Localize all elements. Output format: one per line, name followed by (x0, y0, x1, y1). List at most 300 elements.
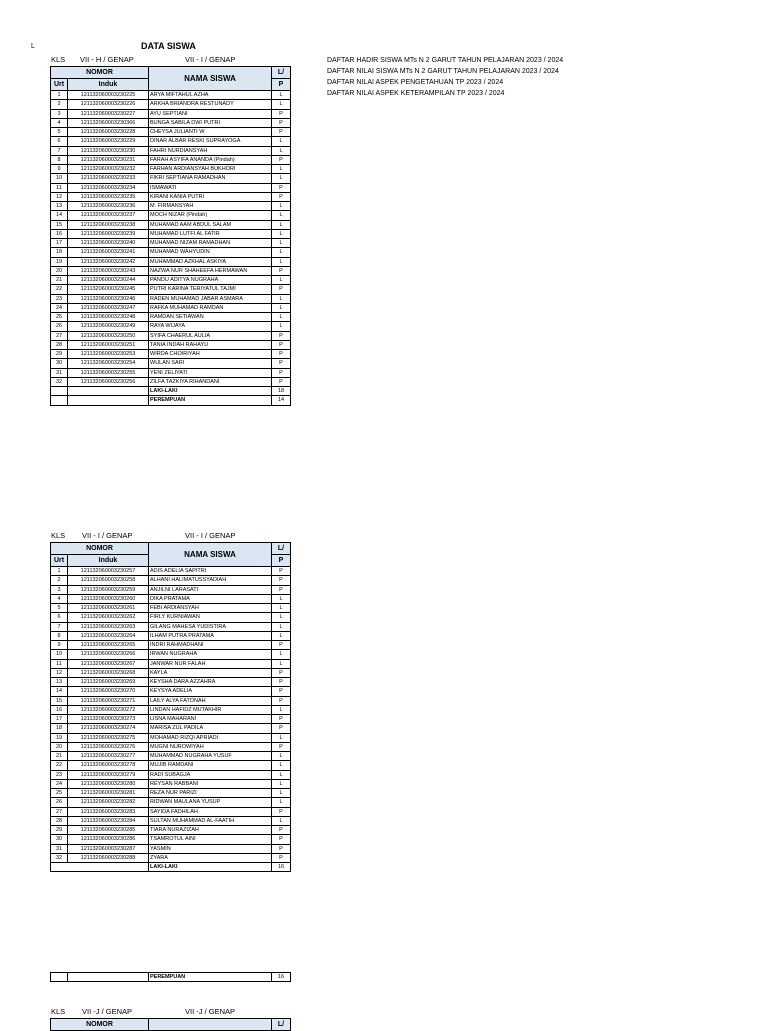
nomor-header: NOMOR (51, 543, 149, 555)
urt-cell: 26 (51, 322, 68, 331)
student-name-cell: ZILFA TAZKIYA RIHANDANI (149, 377, 272, 386)
gender-cell: L (272, 816, 291, 825)
lp-header-bottom: P (272, 555, 291, 567)
induk-cell: 121132060003230248 (68, 313, 149, 322)
gender-cell: P (272, 377, 291, 386)
urt-cell: 27 (51, 331, 68, 340)
gender-cell: L (272, 229, 291, 238)
gender-cell: L (272, 220, 291, 229)
induk-cell: 121132060003230257 (68, 567, 149, 576)
table-row (51, 137, 291, 146)
student-name-cell: INDRI RAHMADHANI (149, 641, 272, 650)
student-name-cell: MARISA ZUL PADILA (149, 724, 272, 733)
induk-cell: 121132060003230233 (68, 174, 149, 183)
table-row (51, 155, 291, 164)
induk-cell: 121132060003230284 (68, 816, 149, 825)
gender-cell: L (272, 659, 291, 668)
kls-label-1: KLS (51, 55, 66, 64)
induk-cell: 121132060003230236 (68, 202, 149, 211)
table-row (51, 202, 291, 211)
urt-cell: 30 (51, 359, 68, 368)
student-name-cell: FIRLY KURNIAWAN (149, 613, 272, 622)
gender-cell: L (272, 733, 291, 742)
urt-header: Urt (51, 79, 68, 91)
student-name-cell: KAYLA (149, 668, 272, 677)
gender-cell: L (272, 146, 291, 155)
table-row (51, 192, 291, 201)
table-row (51, 567, 291, 576)
urt-cell: 11 (51, 659, 68, 668)
gender-cell: L (272, 91, 291, 100)
urt-cell: 21 (51, 752, 68, 761)
urt-cell: 11 (51, 183, 68, 192)
gender-cell: P (272, 266, 291, 275)
induk-cell: 121132060003230227 (68, 109, 149, 118)
urt-cell: 14 (51, 687, 68, 696)
induk-cell: 121132060003230254 (68, 359, 149, 368)
induk-cell: 121132060003230286 (68, 835, 149, 844)
table-row (51, 724, 291, 733)
student-name-cell: MUHAMMAD AZKHAL ASKIYA (149, 257, 272, 266)
induk-cell: 121132060003230265 (68, 641, 149, 650)
summary-table-2b (50, 972, 291, 982)
gender-cell: L (272, 211, 291, 220)
table-row (51, 183, 291, 192)
urt-cell: 8 (51, 155, 68, 164)
gender-cell: L (272, 313, 291, 322)
table-row (51, 705, 291, 714)
student-name-cell: TSAMROTUL AINI (149, 835, 272, 844)
table-row (51, 844, 291, 853)
urt-cell: 21 (51, 276, 68, 285)
table-row (51, 576, 291, 585)
gender-cell: L (272, 631, 291, 640)
table-row (51, 340, 291, 349)
student-name-cell: IRWAN NUGRAHA (149, 650, 272, 659)
gender-cell: L (272, 303, 291, 312)
table-row (51, 631, 291, 640)
student-name-cell: MUHAMMAD NUGRAHA YUSUF (149, 752, 272, 761)
gender-cell: L (272, 248, 291, 257)
student-name-cell: RAFKA MUHAMAD RAMDAN (149, 303, 272, 312)
gender-cell: P (272, 724, 291, 733)
induk-cell: 121132060003230266 (68, 650, 149, 659)
student-name-cell: JANWAR NUR FALAH (149, 659, 272, 668)
lp-header-top: L/ (272, 1019, 291, 1031)
induk-cell: 121132060003230260 (68, 594, 149, 603)
gender-cell: L (272, 779, 291, 788)
table-row (51, 91, 291, 100)
table-row (51, 377, 291, 386)
table-row (51, 853, 291, 862)
induk-cell: 121132060003230250 (68, 331, 149, 340)
table-row (51, 368, 291, 377)
perempuan-label: PEREMPUAN (149, 973, 272, 982)
urt-cell: 5 (51, 128, 68, 137)
table-row (51, 100, 291, 109)
gender-cell: P (272, 567, 291, 576)
nomor-header: NOMOR (51, 67, 149, 79)
student-name-cell: MUHAMAD WAHYUDIN (149, 248, 272, 257)
induk-cell: 121132060003230287 (68, 844, 149, 853)
class-left-1: VII - H / GENAP (80, 55, 134, 64)
laki-laki-count: 16 (272, 863, 291, 872)
induk-cell: 121132060003230230 (68, 146, 149, 155)
table-row (51, 752, 291, 761)
urt-cell: 28 (51, 340, 68, 349)
urt-cell: 24 (51, 779, 68, 788)
urt-cell: 1 (51, 91, 68, 100)
induk-cell: 121132060003230238 (68, 220, 149, 229)
urt-cell: 23 (51, 294, 68, 303)
gender-cell: P (272, 835, 291, 844)
laki-laki-label: LAKI-LAKI (149, 387, 272, 396)
table-row (51, 798, 291, 807)
kls-label-3: KLS (51, 1007, 66, 1016)
table-row (51, 613, 291, 622)
laki-laki-count: 18 (272, 387, 291, 396)
gender-cell: P (272, 585, 291, 594)
induk-cell: 121132060003230262 (68, 613, 149, 622)
urt-cell: 13 (51, 678, 68, 687)
student-name-cell: MUJIB RAMDANI (149, 761, 272, 770)
student-table-1 (50, 66, 291, 406)
urt-cell: 9 (51, 165, 68, 174)
urt-cell: 5 (51, 604, 68, 613)
table-row (51, 742, 291, 751)
gender-cell: P (272, 826, 291, 835)
urt-cell: 20 (51, 266, 68, 275)
student-name-cell: M. FIRMANSYAH (149, 202, 272, 211)
urt-cell: 6 (51, 137, 68, 146)
induk-cell: 121132060003230261 (68, 604, 149, 613)
student-name-cell: REYSAN RABBANI (149, 779, 272, 788)
urt-cell: 20 (51, 742, 68, 751)
gender-cell: L (272, 174, 291, 183)
gender-cell: L (272, 276, 291, 285)
table-body-2 (51, 567, 291, 863)
student-name-cell: LAILY ALYA FATONAH (149, 696, 272, 705)
table-row (51, 174, 291, 183)
table-row (51, 285, 291, 294)
student-name-cell: WULAN SARI (149, 359, 272, 368)
student-name-cell: BUNGA SABILA DWI PUTRI (149, 118, 272, 127)
summary-2 (51, 863, 291, 872)
urt-cell: 32 (51, 853, 68, 862)
induk-cell: 121132060003230279 (68, 770, 149, 779)
corner-mark: L (31, 43, 35, 50)
gender-cell: P (272, 844, 291, 853)
urt-cell: 12 (51, 192, 68, 201)
induk-cell: 121132060003230259 (68, 585, 149, 594)
perempuan-count: 14 (272, 396, 291, 405)
student-name-cell: FARHAN ARDIANSYAH BUKHORI (149, 165, 272, 174)
table-row (51, 604, 291, 613)
urt-cell: 31 (51, 368, 68, 377)
induk-cell: 121132060003230247 (68, 303, 149, 312)
kls-label-2: KLS (51, 531, 66, 540)
summary-1 (51, 387, 291, 406)
table-row (51, 350, 291, 359)
empty-cell (68, 973, 149, 982)
table-row (51, 257, 291, 266)
urt-cell: 7 (51, 146, 68, 155)
induk-cell: 121132060003230243 (68, 266, 149, 275)
student-name-cell: MUHAMAD AAM ABDUL SALAM (149, 220, 272, 229)
gender-cell: P (272, 155, 291, 164)
induk-cell: 121132060003230275 (68, 733, 149, 742)
gender-cell: L (272, 100, 291, 109)
urt-cell: 16 (51, 229, 68, 238)
student-name-cell: FAHRI NURDIANSYAH (149, 146, 272, 155)
student-name-cell: RAMDAN SETIAWAN (149, 313, 272, 322)
table-row (51, 807, 291, 816)
urt-cell: 31 (51, 844, 68, 853)
student-name-cell: KEYSYA ADELIA (149, 687, 272, 696)
student-name-cell: ALHANI HALIMATUSSYADIAH (149, 576, 272, 585)
urt-cell: 12 (51, 668, 68, 677)
urt-cell: 18 (51, 248, 68, 257)
urt-cell: 32 (51, 377, 68, 386)
induk-cell: 121132060003230268 (68, 668, 149, 677)
gender-cell: L (272, 761, 291, 770)
link-daftar-nilai[interactable]: DAFTAR NILAI SISWA MTs N 2 GARUT TAHUN PELAJARAN 2023 / 2024 (327, 68, 559, 75)
induk-cell: 121132060003230253 (68, 350, 149, 359)
gender-cell: L (272, 752, 291, 761)
student-name-cell: TIARA NURAZIZAH (149, 826, 272, 835)
table-row (51, 165, 291, 174)
student-name-cell: MOHAMAD RIZQI APRIADI (149, 733, 272, 742)
table-row (51, 331, 291, 340)
urt-cell: 19 (51, 257, 68, 266)
empty-cell (51, 863, 149, 872)
lp-header-bottom: P (272, 79, 291, 91)
perempuan-label: PEREMPUAN (149, 396, 272, 405)
table-row (51, 146, 291, 155)
student-name-cell: ARYA MIFTAHUL AZHA (149, 91, 272, 100)
lp-header-top: L/ (272, 543, 291, 555)
gender-cell: P (272, 678, 291, 687)
table-row (51, 622, 291, 631)
empty-cell (68, 396, 149, 405)
urt-cell: 23 (51, 770, 68, 779)
induk-cell: 121132060003230258 (68, 576, 149, 585)
induk-cell: 121132060003230282 (68, 798, 149, 807)
student-name-cell: GILANG MAHESA YUDISTIRA (149, 622, 272, 631)
gender-cell: P (272, 128, 291, 137)
induk-cell: 121132060003230273 (68, 715, 149, 724)
nama-header-partial (149, 1019, 272, 1031)
student-name-cell: DINAR ALBAR RESKI SUPRAYOGA (149, 137, 272, 146)
gender-cell: L (272, 604, 291, 613)
student-name-cell: RAYA WIJAYA (149, 322, 272, 331)
table-body-1 (51, 91, 291, 387)
table-row (51, 211, 291, 220)
student-name-cell: MUHAMAD NIZAM RAMADHAN (149, 239, 272, 248)
urt-cell: 29 (51, 350, 68, 359)
induk-cell: 121132060003230269 (68, 678, 149, 687)
induk-cell: 121132060003230366 (68, 118, 149, 127)
table-row (51, 239, 291, 248)
gender-cell: P (272, 192, 291, 201)
gender-cell: P (272, 340, 291, 349)
urt-cell: 9 (51, 641, 68, 650)
induk-cell: 121132060003230229 (68, 137, 149, 146)
summary-row (51, 387, 291, 396)
urt-cell: 28 (51, 816, 68, 825)
urt-cell: 19 (51, 733, 68, 742)
gender-cell: P (272, 285, 291, 294)
gender-cell: P (272, 853, 291, 862)
gender-cell: P (272, 668, 291, 677)
induk-cell: 121132060003230239 (68, 229, 149, 238)
induk-cell: 121132060003230251 (68, 340, 149, 349)
induk-cell: 121132060003230228 (68, 128, 149, 137)
table-row (51, 359, 291, 368)
gender-cell: L (272, 789, 291, 798)
summary-row (51, 973, 291, 982)
student-name-cell: ARKHA BRIANDRA RESTUNADY (149, 100, 272, 109)
gender-cell: L (272, 622, 291, 631)
student-name-cell: ZYARA (149, 853, 272, 862)
urt-cell: 13 (51, 202, 68, 211)
gender-cell: L (272, 257, 291, 266)
class-right-1: VII - I / GENAP (185, 55, 236, 64)
student-name-cell: MUHAMAD LUTFI AL FATIR (149, 229, 272, 238)
induk-header: Induk (68, 555, 149, 567)
urt-cell: 25 (51, 313, 68, 322)
class-right-3: VII -J / GENAP (185, 1007, 236, 1016)
induk-cell: 121132060003230264 (68, 631, 149, 640)
induk-cell: 121132060003230276 (68, 742, 149, 751)
table-row (51, 303, 291, 312)
induk-cell: 121132060003230231 (68, 155, 149, 164)
urt-cell: 27 (51, 807, 68, 816)
gender-cell: L (272, 798, 291, 807)
gender-cell: L (272, 202, 291, 211)
student-name-cell: CHEYSA JULIANTI W (149, 128, 272, 137)
empty-cell (68, 387, 149, 396)
student-name-cell: LISNA MAHARANI (149, 715, 272, 724)
table-row (51, 816, 291, 825)
gender-cell: P (272, 687, 291, 696)
urt-cell: 14 (51, 211, 68, 220)
induk-cell: 121132060003230280 (68, 779, 149, 788)
induk-cell: 121132060003230232 (68, 165, 149, 174)
student-name-cell: REZA NUR PARIZI (149, 789, 272, 798)
urt-cell: 8 (51, 631, 68, 640)
induk-cell: 121132060003230244 (68, 276, 149, 285)
gender-cell: P (272, 183, 291, 192)
gender-cell: P (272, 350, 291, 359)
student-name-cell: NAZWA NUR SHAHEEFA HERMAWAN (149, 266, 272, 275)
gender-cell: P (272, 331, 291, 340)
empty-cell (51, 387, 68, 396)
induk-header: Induk (68, 79, 149, 91)
link-aspek-pengetahuan[interactable]: DAFTAR NILAI ASPEK PENGETAHUAN TP 2023 / 2024 (327, 79, 504, 86)
student-name-cell: FIKRI SEPTIANA RAMADHAN (149, 174, 272, 183)
gender-cell: P (272, 742, 291, 751)
urt-cell: 15 (51, 220, 68, 229)
induk-cell: 121132060003230277 (68, 752, 149, 761)
student-name-cell: ISMAWATI (149, 183, 272, 192)
gender-cell: L (272, 770, 291, 779)
table-row (51, 835, 291, 844)
class-left-3: VII -J / GENAP (82, 1007, 133, 1016)
table-row (51, 220, 291, 229)
gender-cell: P (272, 109, 291, 118)
table-row (51, 128, 291, 137)
table-row (51, 826, 291, 835)
urt-cell: 30 (51, 835, 68, 844)
induk-cell: 121132060003230270 (68, 687, 149, 696)
table-row (51, 276, 291, 285)
induk-cell: 121132060003230256 (68, 377, 149, 386)
class-left-2: VII - I / GENAP (82, 531, 133, 540)
gender-cell: P (272, 118, 291, 127)
table-row (51, 687, 291, 696)
induk-cell: 121132060003230249 (68, 322, 149, 331)
urt-cell: 4 (51, 594, 68, 603)
table-row (51, 266, 291, 275)
gender-cell: L (272, 650, 291, 659)
page-title: DATA SISWA (141, 41, 196, 51)
table-row (51, 761, 291, 770)
gender-cell: P (272, 359, 291, 368)
student-name-cell: AYU SEPTIANI (149, 109, 272, 118)
perempuan-count: 16 (272, 973, 291, 982)
student-name-cell: RIDWAN MAULANA YUSUP (149, 798, 272, 807)
urt-cell: 4 (51, 118, 68, 127)
gender-cell: L (272, 594, 291, 603)
link-daftar-hadir[interactable]: DAFTAR HADIR SISWA MTs N 2 GARUT TAHUN PELAJARAN 2023 / 2024 (327, 57, 564, 64)
student-name-cell: KIRANI KANIA PUTRI (149, 192, 272, 201)
student-name-cell: LINDAN HAFIDZ MUTAKHIR (149, 705, 272, 714)
empty-cell (51, 973, 68, 982)
gender-cell: L (272, 613, 291, 622)
table-row (51, 118, 291, 127)
student-name-cell: RADEN MUHAMAD JABAR ASMARA (149, 294, 272, 303)
urt-cell: 29 (51, 826, 68, 835)
induk-cell: 121132060003230234 (68, 183, 149, 192)
urt-cell: 18 (51, 724, 68, 733)
gender-cell: P (272, 368, 291, 377)
table-row (51, 678, 291, 687)
induk-cell: 121132060003230240 (68, 239, 149, 248)
link-aspek-keterampilan[interactable]: DAFTAR NILAI ASPEK KETERAMPILAN TP 2023 / 2024 (327, 90, 505, 97)
empty-cell (51, 396, 68, 405)
table-row (51, 109, 291, 118)
student-name-cell: DIKA PRATAMA (149, 594, 272, 603)
gender-cell: P (272, 696, 291, 705)
induk-cell: 121132060003230267 (68, 659, 149, 668)
induk-cell: 121132060003230225 (68, 91, 149, 100)
table-row (51, 294, 291, 303)
gender-cell: L (272, 165, 291, 174)
student-table-3 (50, 1018, 291, 1031)
induk-cell: 121132060003230226 (68, 100, 149, 109)
urt-cell: 22 (51, 285, 68, 294)
urt-cell: 24 (51, 303, 68, 312)
student-name-cell: YENI ZELIYATI (149, 368, 272, 377)
lp-header-top: L/ (272, 67, 291, 79)
table-row (51, 668, 291, 677)
induk-cell: 121132060003230246 (68, 294, 149, 303)
urt-cell: 17 (51, 239, 68, 248)
urt-cell: 10 (51, 174, 68, 183)
urt-cell: 2 (51, 576, 68, 585)
urt-cell: 6 (51, 613, 68, 622)
